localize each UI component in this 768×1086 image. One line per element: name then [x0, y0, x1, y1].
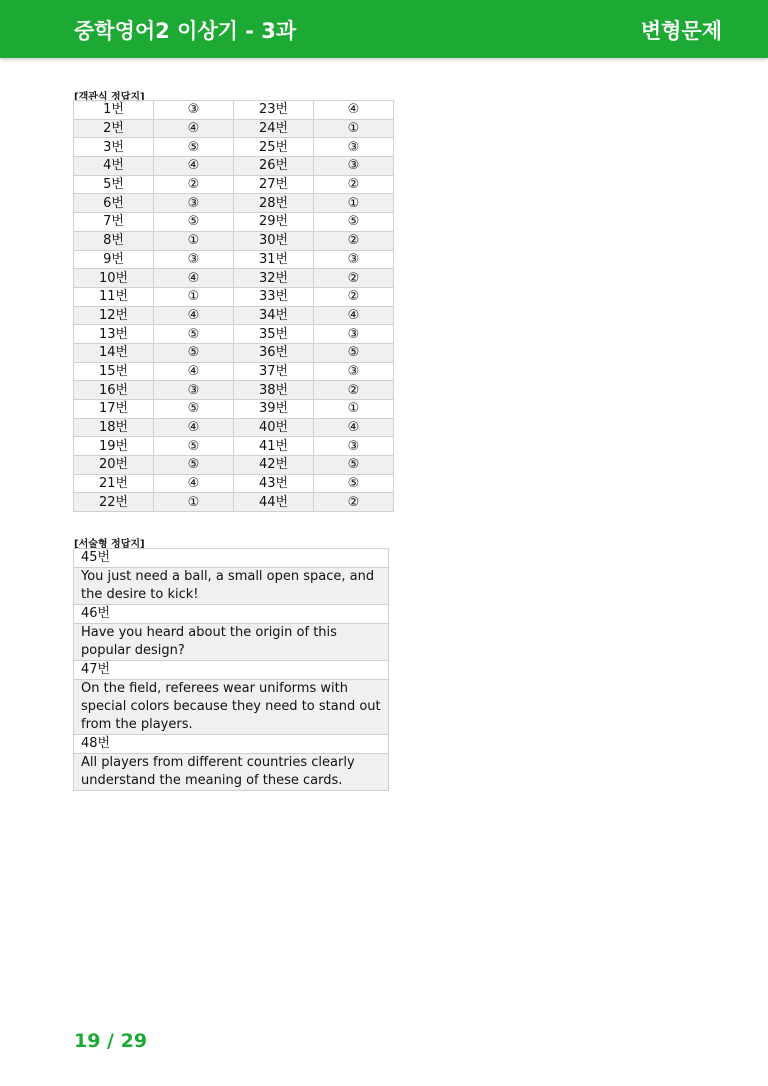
table-row [74, 306, 394, 325]
question-number-cell: 25번 [234, 138, 314, 157]
question-number-cell: 35번 [234, 325, 314, 344]
answer-choice-cell: ③ [314, 437, 394, 456]
answer-choice-cell: ② [314, 493, 394, 512]
answer-choice-cell: ① [154, 287, 234, 306]
question-number-cell: 10번 [74, 269, 154, 288]
question-number-cell: 26번 [234, 157, 314, 176]
table-row [74, 213, 394, 232]
table-row [74, 325, 394, 344]
question-number-cell: 9번 [74, 250, 154, 269]
answer-text-cell: Have you heard about the origin of this popular design? [74, 624, 389, 661]
answer-row [74, 754, 389, 791]
question-number-cell: 8번 [74, 231, 154, 250]
question-number-cell: 6번 [74, 194, 154, 213]
table-row [74, 400, 394, 419]
answer-choice-cell: ⑤ [154, 437, 234, 456]
answer-choice-cell: ③ [314, 157, 394, 176]
answer-choice-cell: ④ [154, 418, 234, 437]
answer-choice-cell: ④ [154, 362, 234, 381]
answer-text-cell: All players from different countries clearly understand the meaning of these cards. [74, 754, 389, 791]
table-row [74, 456, 394, 475]
answer-choice-cell: ① [314, 119, 394, 138]
answer-choice-cell: ⑤ [314, 456, 394, 475]
table-row [74, 287, 394, 306]
answer-choice-cell: ① [314, 194, 394, 213]
answer-choice-cell: ④ [154, 269, 234, 288]
question-number-cell: 34번 [234, 306, 314, 325]
question-number-cell: 32번 [234, 269, 314, 288]
question-number-cell: 3번 [74, 138, 154, 157]
answer-choice-cell: ③ [154, 194, 234, 213]
answer-row [74, 624, 389, 661]
table-row [74, 381, 394, 400]
question-number-cell: 44번 [234, 493, 314, 512]
short-answer-table [73, 548, 389, 791]
table-row [74, 194, 394, 213]
answer-choice-cell: ② [314, 269, 394, 288]
question-number-cell: 14번 [74, 343, 154, 362]
answer-choice-cell: ① [314, 400, 394, 419]
question-number-cell: 27번 [234, 175, 314, 194]
answer-choice-cell: ⑤ [154, 456, 234, 475]
multiple-choice-answer-table [73, 100, 394, 512]
question-number-cell: 18번 [74, 418, 154, 437]
question-row [74, 549, 389, 568]
question-number-cell: 38번 [234, 381, 314, 400]
answer-choice-cell: ② [314, 287, 394, 306]
question-number-cell: 22번 [74, 493, 154, 512]
answer-row [74, 680, 389, 735]
question-number-cell: 43번 [234, 474, 314, 493]
answer-choice-cell: ② [314, 175, 394, 194]
table-row [74, 362, 394, 381]
question-number-cell: 13번 [74, 325, 154, 344]
question-number-cell: 7번 [74, 213, 154, 232]
question-number-cell: 40번 [234, 418, 314, 437]
table-row [74, 418, 394, 437]
question-number-cell: 19번 [74, 437, 154, 456]
question-number-cell: 11번 [74, 287, 154, 306]
section-type: 변형문제 [640, 19, 722, 43]
table-row [74, 269, 394, 288]
question-number-cell: 5번 [74, 175, 154, 194]
question-number-cell: 36번 [234, 343, 314, 362]
answer-choice-cell: ② [154, 175, 234, 194]
answer-choice-cell: ① [154, 493, 234, 512]
question-number-cell: 24번 [234, 119, 314, 138]
document-title: 중학영어2 이상기 - 3과 [74, 19, 297, 43]
answer-choice-cell: ② [314, 231, 394, 250]
page-number: 19 / 29 [74, 1030, 148, 1052]
table-row [74, 157, 394, 176]
answer-choice-cell: ④ [154, 119, 234, 138]
multiple-choice-label: [객관식 정답지] [74, 92, 145, 103]
table-row [74, 474, 394, 493]
question-number-cell: 45번 [74, 549, 389, 568]
answer-text-cell: You just need a ball, a small open space, and the desire to kick! [74, 568, 389, 605]
answer-choice-cell: ④ [154, 306, 234, 325]
answer-choice-cell: ⑤ [314, 474, 394, 493]
answer-text-cell: On the field, referees wear uniforms with special colors because they need to stand out from the players. [74, 680, 389, 735]
answer-choice-cell: ② [314, 381, 394, 400]
page-header [0, 0, 768, 58]
table-row [74, 101, 394, 120]
table-row [74, 231, 394, 250]
question-row [74, 605, 389, 624]
question-number-cell: 46번 [74, 605, 389, 624]
question-number-cell: 29번 [234, 213, 314, 232]
table-row [74, 119, 394, 138]
question-number-cell: 39번 [234, 400, 314, 419]
answer-choice-cell: ③ [154, 381, 234, 400]
question-number-cell: 17번 [74, 400, 154, 419]
answer-choice-cell: ③ [154, 250, 234, 269]
question-number-cell: 47번 [74, 661, 389, 680]
question-number-cell: 1번 [74, 101, 154, 120]
question-number-cell: 4번 [74, 157, 154, 176]
question-number-cell: 28번 [234, 194, 314, 213]
question-number-cell: 12번 [74, 306, 154, 325]
question-number-cell: 37번 [234, 362, 314, 381]
answer-choice-cell: ③ [314, 325, 394, 344]
question-number-cell: 42번 [234, 456, 314, 475]
question-number-cell: 41번 [234, 437, 314, 456]
table-row [74, 437, 394, 456]
answer-choice-cell: ⑤ [154, 343, 234, 362]
answer-choice-cell: ③ [154, 101, 234, 120]
answer-choice-cell: ① [154, 231, 234, 250]
table-row [74, 138, 394, 157]
answer-choice-cell: ③ [314, 138, 394, 157]
table-row [74, 250, 394, 269]
answer-choice-cell: ⑤ [314, 343, 394, 362]
answer-choice-cell: ③ [314, 250, 394, 269]
answer-choice-cell: ⑤ [314, 213, 394, 232]
answer-choice-cell: ⑤ [154, 138, 234, 157]
answer-choice-cell: ④ [154, 157, 234, 176]
question-number-cell: 21번 [74, 474, 154, 493]
answer-choice-cell: ④ [314, 306, 394, 325]
answer-row [74, 568, 389, 605]
answer-choice-cell: ⑤ [154, 213, 234, 232]
question-number-cell: 48번 [74, 735, 389, 754]
answer-choice-cell: ⑤ [154, 325, 234, 344]
question-row [74, 735, 389, 754]
answer-choice-cell: ④ [314, 418, 394, 437]
question-number-cell: 20번 [74, 456, 154, 475]
table-row [74, 343, 394, 362]
question-number-cell: 2번 [74, 119, 154, 138]
question-number-cell: 23번 [234, 101, 314, 120]
question-number-cell: 30번 [234, 231, 314, 250]
question-number-cell: 31번 [234, 250, 314, 269]
table-row [74, 175, 394, 194]
short-answer-label: [서술형 정답지] [74, 539, 145, 550]
question-number-cell: 33번 [234, 287, 314, 306]
question-number-cell: 16번 [74, 381, 154, 400]
question-row [74, 661, 389, 680]
answer-choice-cell: ③ [314, 362, 394, 381]
answer-choice-cell: ④ [314, 101, 394, 120]
question-number-cell: 15번 [74, 362, 154, 381]
answer-choice-cell: ⑤ [154, 400, 234, 419]
answer-choice-cell: ④ [154, 474, 234, 493]
table-row [74, 493, 394, 512]
